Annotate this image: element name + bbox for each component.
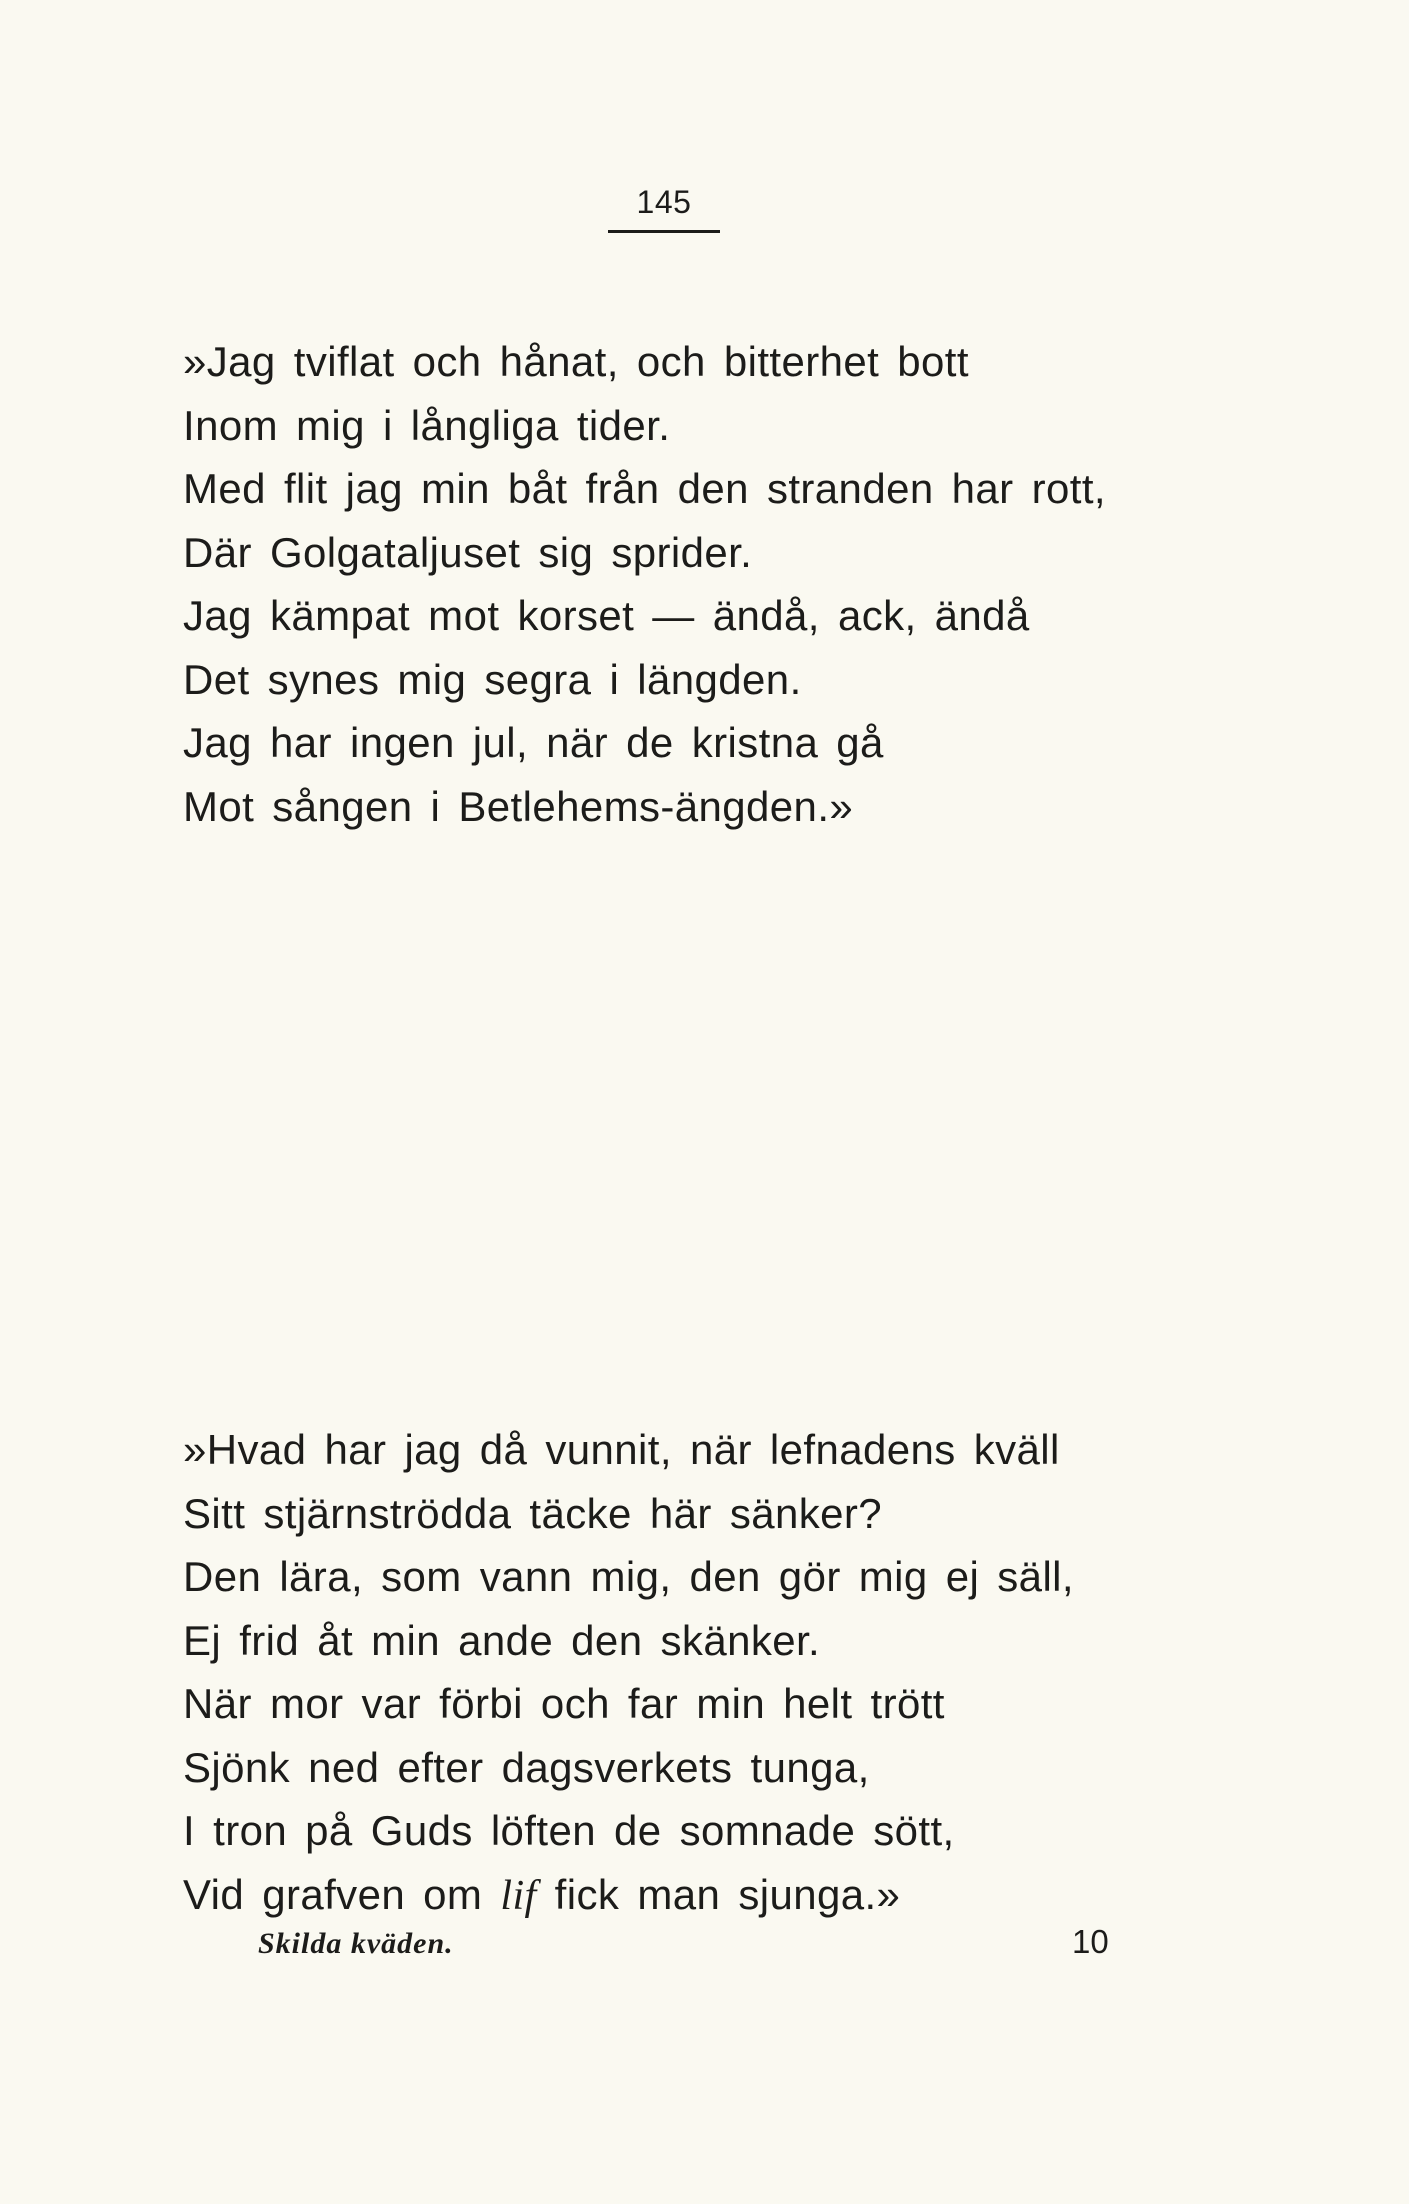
- verse-line: Ej frid åt min ande den skänker.: [183, 1616, 821, 1664]
- stanza-2: [183, 1418, 1203, 1926]
- verse-text: fick man sjunga.»: [536, 1870, 901, 1918]
- verse-text: Vid grafven om: [183, 1870, 501, 1918]
- page-number: 145: [608, 180, 720, 233]
- sheet-number: 10: [1072, 1923, 1109, 1960]
- verse-line: »Jag tviflat och hånat, och bitterhet bott: [183, 338, 969, 385]
- signature-title: Skilda kväden.: [258, 1927, 454, 1960]
- verse-line: Med flit jag min båt från den stranden har rott,: [183, 465, 1106, 512]
- verse-line: Där Golgataljuset sig sprider.: [183, 528, 753, 576]
- verse-line: Det synes mig segra i längden.: [183, 655, 802, 703]
- emphasized-word: lif: [500, 1872, 537, 1919]
- verse-line: Inom mig i långliga tider.: [183, 401, 671, 449]
- verse-line: »Hvad har jag då vunnit, när lefnadens kväll: [183, 1426, 1060, 1473]
- verse-line: Den lära, som vann mig, den gör mig ej säll,: [183, 1553, 1074, 1600]
- verse-line: Sitt stjärnströdda täcke här sänker?: [183, 1489, 883, 1537]
- verse-line: När mor var förbi och far min helt trött: [183, 1680, 945, 1727]
- verse-line-final: [183, 1863, 1203, 1927]
- stanza-1: [183, 330, 1203, 838]
- verse-line: Jag har ingen jul, när de kristna gå: [183, 719, 884, 766]
- verse-line: I tron på Guds löften de somnade sött,: [183, 1807, 955, 1854]
- verse-line: Mot sången i Betlehems-ängden.»: [183, 782, 854, 830]
- verse-line: Jag kämpat mot korset — ändå, ack, ändå: [183, 592, 1030, 639]
- verse-line: Sjönk ned efter dagsverkets tunga,: [183, 1743, 870, 1791]
